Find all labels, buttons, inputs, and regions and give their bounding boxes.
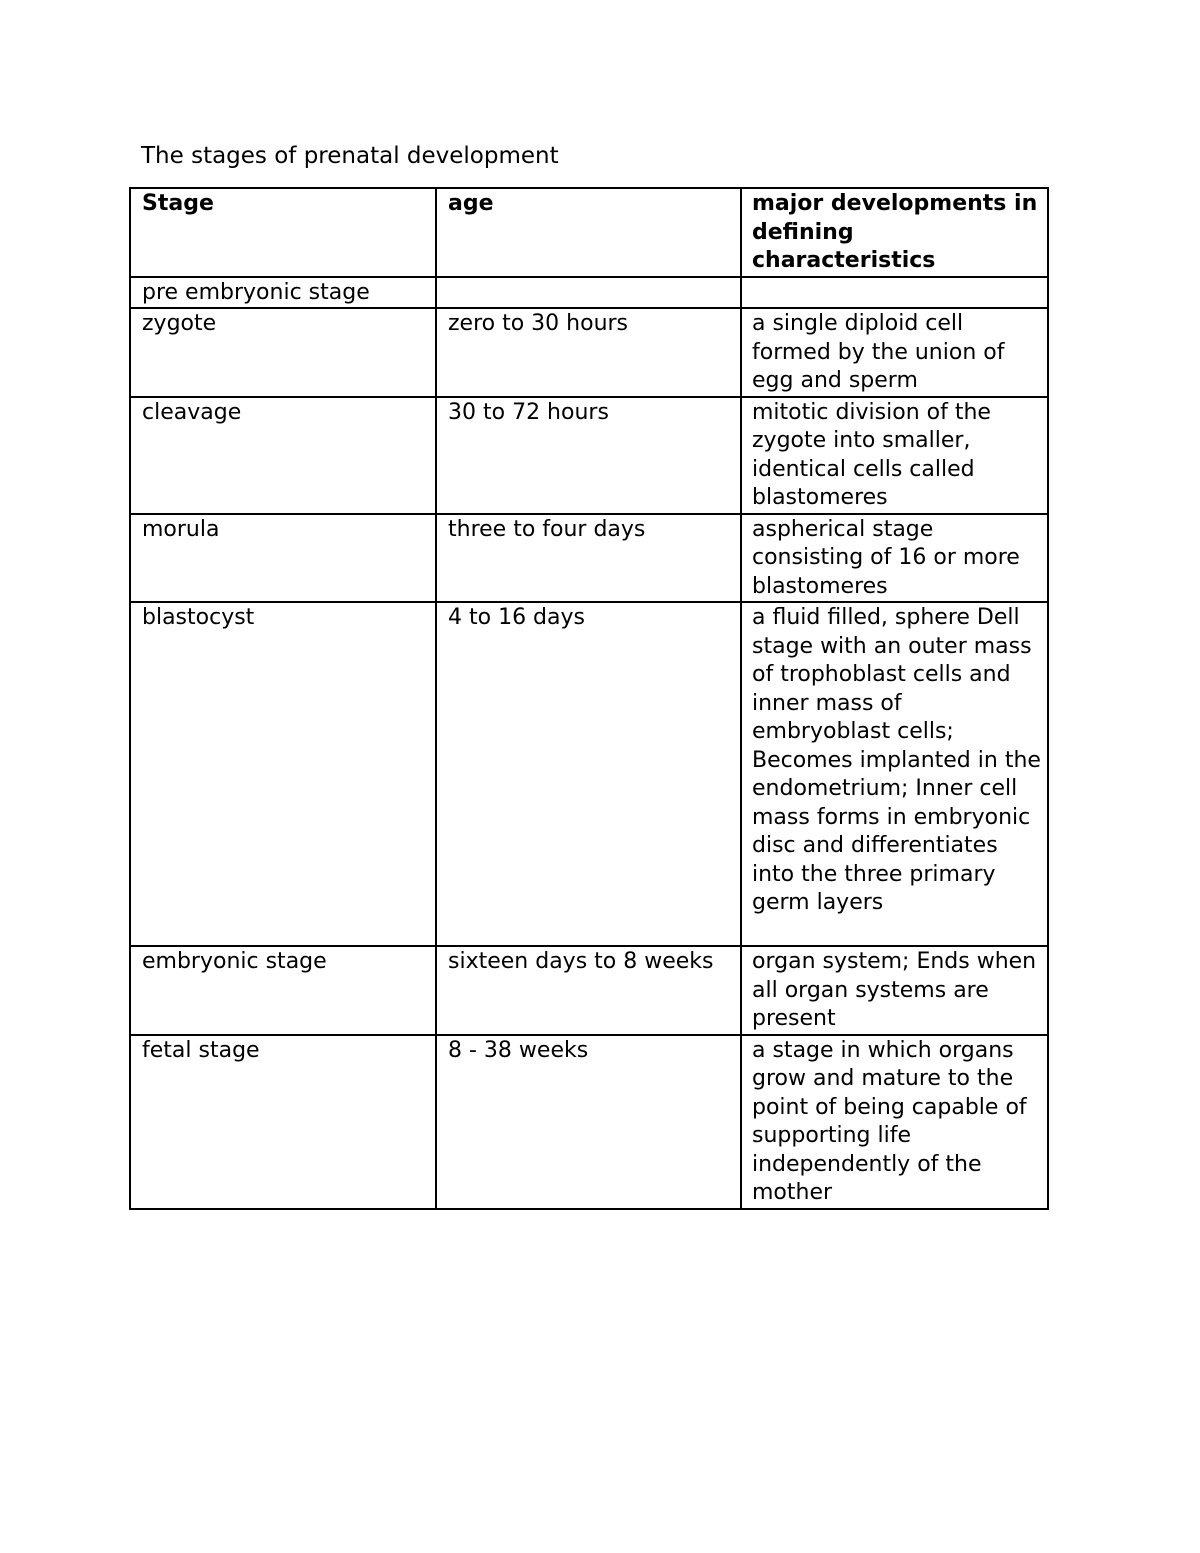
age-cell: 30 to 72 hours [436, 397, 741, 514]
developments-cell: organ system; Ends when all organ systems are present [741, 946, 1048, 1035]
table-row [130, 1035, 1048, 1209]
age-cell: three to four days [436, 514, 741, 603]
stage-cell: cleavage [130, 397, 436, 514]
stage-cell: fetal stage [130, 1035, 436, 1209]
age-cell: zero to 30 hours [436, 308, 741, 397]
table-row [130, 277, 1048, 309]
developments-cell: a single diploid cell formed by the union of egg and sperm [741, 308, 1048, 397]
age-cell [436, 277, 741, 309]
stage-cell: embryonic stage [130, 946, 436, 1035]
prenatal-stages-table [129, 187, 1049, 1210]
document-title: The stages of prenatal development [141, 143, 559, 169]
table-row [130, 602, 1048, 946]
stage-cell: morula [130, 514, 436, 603]
developments-cell: a fluid filled, sphere Dell stage with an outer mass of trophoblast cells and inner mass of embryoblast cells; Becomes implanted in the endometrium; Inner cell mass forms in embryonic disc and differentiates into the three primary germ layers [741, 602, 1048, 946]
table-row [130, 514, 1048, 603]
header-stage: Stage [130, 188, 436, 277]
header-major-developments: major developments in defining characteristics [741, 188, 1048, 277]
table-row [130, 308, 1048, 397]
table-row [130, 946, 1048, 1035]
stage-cell: pre embryonic stage [130, 277, 436, 309]
developments-cell: a stage in which organs grow and mature to the point of being capable of supporting life independently of the mother [741, 1035, 1048, 1209]
developments-cell: mitotic division of the zygote into smaller, identical cells called blastomeres [741, 397, 1048, 514]
age-cell: sixteen days to 8 weeks [436, 946, 741, 1035]
header-age: age [436, 188, 741, 277]
developments-cell: aspherical stage consisting of 16 or more blastomeres [741, 514, 1048, 603]
stage-cell: blastocyst [130, 602, 436, 946]
developments-cell [741, 277, 1048, 309]
table-header-row [130, 188, 1048, 277]
table-row [130, 397, 1048, 514]
stage-cell: zygote [130, 308, 436, 397]
age-cell: 4 to 16 days [436, 602, 741, 946]
age-cell: 8 - 38 weeks [436, 1035, 741, 1209]
